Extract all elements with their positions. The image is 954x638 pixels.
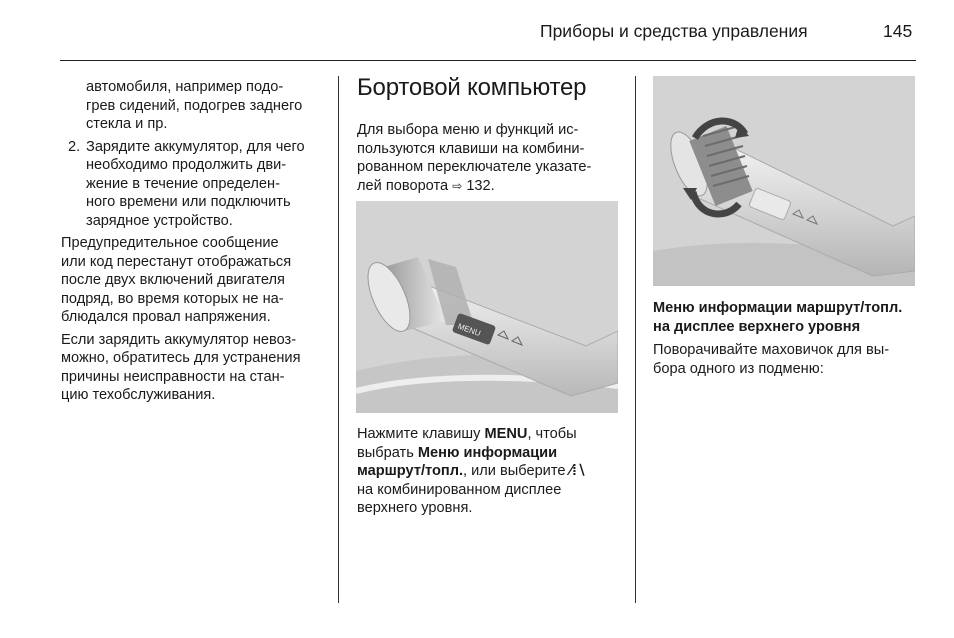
- text-line: Зарядите аккумулятор, для чего: [86, 138, 305, 155]
- text-line: причины неисправности на стан-: [61, 368, 285, 385]
- page-reference-link[interactable]: 132.: [466, 177, 495, 194]
- text-line: подряд, во время которых не на-: [61, 290, 284, 307]
- selector-symbol-icon: ⁄⁞∖: [569, 463, 587, 479]
- text-line: Меню информации маршрут/топл.: [653, 300, 903, 316]
- column-divider-left: [338, 76, 339, 603]
- text-line: автомобиля, например подо-: [86, 79, 284, 95]
- text-line: зарядное устройство.: [86, 212, 233, 229]
- column-divider-right: [635, 76, 636, 603]
- list-number: 2.: [68, 138, 81, 155]
- text-line: [357, 177, 625, 196]
- text-line: [357, 444, 627, 463]
- page-number: 145: [883, 21, 913, 41]
- list-continuation: [61, 78, 329, 134]
- paragraph-warning: [61, 234, 329, 327]
- text-line: Для выбора меню и функций ис-: [357, 122, 579, 138]
- menu-key: MENU: [484, 426, 528, 442]
- text-line: жение в течение определен-: [86, 175, 280, 192]
- figure-caption: [357, 425, 627, 518]
- subheading: [653, 299, 923, 336]
- text-line: после двух включений двигателя: [61, 272, 285, 288]
- text-line: цию техобслуживания.: [61, 387, 216, 403]
- page-reference-icon: ⇨: [452, 178, 463, 193]
- text-line: Если зарядить аккумулятор невоз-: [61, 331, 297, 348]
- left-column: [61, 78, 329, 405]
- list-item-2: [61, 138, 329, 231]
- text-span: выбрать: [357, 444, 414, 461]
- text-span: лей поворота: [357, 177, 449, 194]
- intro-paragraph: [357, 121, 625, 195]
- text-line: на комбинированном дисплее: [357, 481, 562, 498]
- lever-illustration: [356, 201, 618, 413]
- text-line: [357, 425, 627, 444]
- text-line: стекла и пр.: [86, 116, 168, 132]
- figure-lever-thumbwheel: [653, 76, 915, 286]
- text-line: пользуются клавиши на комбини-: [357, 140, 585, 157]
- menu-button-label: MENU: [456, 321, 482, 339]
- thumbwheel-instruction: [653, 341, 923, 378]
- section-title: Бортовой компьютер: [357, 74, 587, 101]
- running-header-title: Приборы и средства управления: [540, 21, 808, 41]
- text-line: [357, 462, 627, 481]
- text-line: бора одного из подменю:: [653, 360, 824, 377]
- menu-name: Меню информации: [417, 444, 558, 461]
- text-line: можно, обратитесь для устранения: [61, 350, 301, 366]
- text-line: на дисплее верхнего уровня: [653, 318, 861, 335]
- text-line: или код перестанут отображаться: [61, 253, 292, 270]
- text-line: Предупредительное сообщение: [61, 235, 279, 251]
- text-line: блюдался провал напряжения.: [61, 309, 271, 325]
- text-line: Поворачивайте маховичок для вы-: [653, 342, 890, 358]
- text-line: рованном переключателе указате-: [357, 159, 592, 175]
- text-span: Нажмите клавишу: [357, 426, 481, 442]
- header-rule: [60, 60, 916, 61]
- paragraph-service: [61, 331, 329, 405]
- text-span: , чтобы: [527, 426, 577, 442]
- figure-lever-menu-button: [356, 201, 618, 413]
- text-line: необходимо продолжить дви-: [86, 157, 287, 173]
- text-line: ного времени или подключить: [86, 194, 291, 210]
- menu-name: маршрут/топл.: [357, 463, 464, 479]
- thumbwheel-illustration: [653, 76, 915, 286]
- text-line: верхнего уровня.: [357, 500, 473, 516]
- text-line: грев сидений, подогрев заднего: [86, 97, 303, 114]
- text-span: , или выберите: [463, 463, 566, 479]
